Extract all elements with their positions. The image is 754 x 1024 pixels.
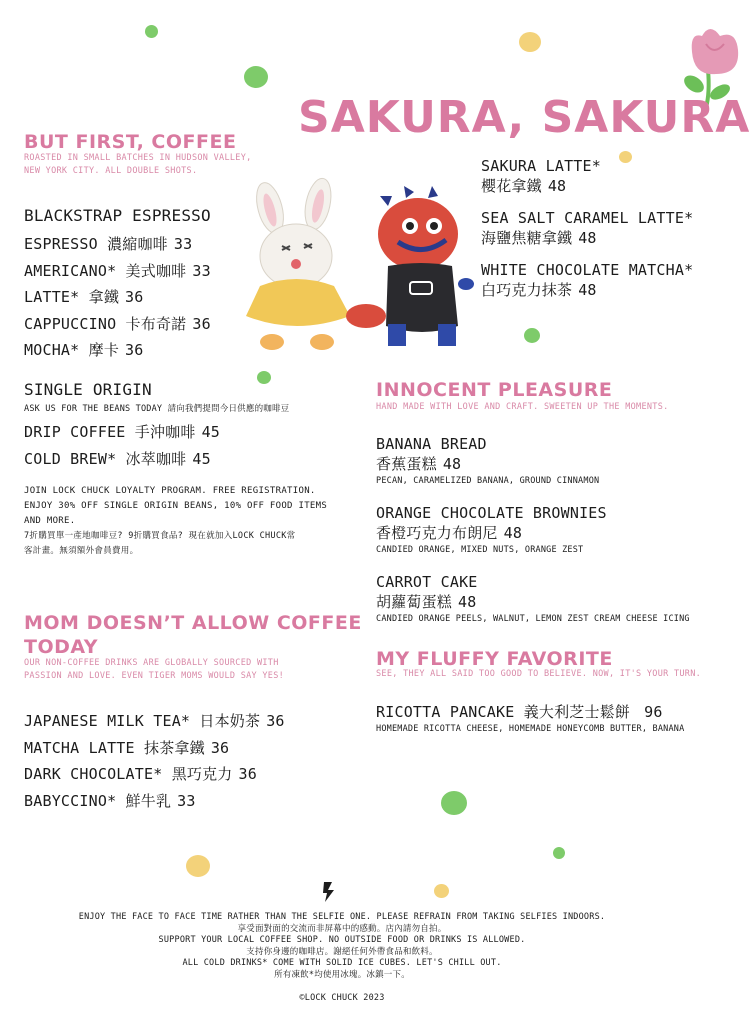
coffee-list xyxy=(24,233,211,366)
mom-subtitle-line: PASSION AND LOVE. EVEN TIGER MOMS WOULD SAY YES! xyxy=(24,671,285,681)
item-name: AMERICANO* 美式咖啡 xyxy=(24,261,187,280)
coffee-subtitle xyxy=(24,152,252,178)
innocent-heading: INNOCENT PLEASURE xyxy=(376,379,613,401)
item-price: 48 xyxy=(458,593,477,611)
menu-item[interactable] xyxy=(481,261,693,313)
menu-item[interactable] xyxy=(481,157,693,209)
loyalty-line: 客計畫。無須額外會員費用。 xyxy=(24,546,139,556)
footer-line: 支持你身邊的咖啡店。謝絕任何外帶食品和飲料。 xyxy=(246,946,438,957)
menu-item[interactable] xyxy=(481,209,693,261)
item-name: JAPANESE MILK TEA* 日本奶茶 xyxy=(24,712,261,730)
loyalty-line: ENJOY 30% OFF SINGLE ORIGIN BEANS, 10% OFF FOOD ITEMS xyxy=(24,501,328,511)
item-name-cn: 櫻花拿鐵 xyxy=(481,177,542,195)
item-price: 48 xyxy=(547,177,567,195)
green-dot xyxy=(441,791,467,815)
item-name: SEA SALT CARAMEL LATTE* xyxy=(481,209,694,227)
item-name: RICOTTA PANCAKE 義大利芝士鬆餅 xyxy=(376,703,631,721)
item-price: 96 xyxy=(644,703,663,721)
loyalty-line: JOIN LOCK CHUCK LOYALTY PROGRAM. FREE REGISTRATION. xyxy=(24,486,316,496)
item-price: 33 xyxy=(173,235,193,253)
item-price: 48 xyxy=(578,281,597,299)
lock-chuck-logo-icon xyxy=(322,881,336,903)
item-name: DRIP COFFEE 手沖咖啡 xyxy=(24,423,196,441)
item-price: 48 xyxy=(442,455,462,473)
item-price: 36 xyxy=(210,738,230,757)
innocent-list xyxy=(376,434,690,641)
item-price: 36 xyxy=(125,288,144,306)
menu-item[interactable] xyxy=(376,572,690,641)
item-name-cn: 香橙巧克力布朗尼 xyxy=(376,524,498,542)
mom-subtitle-line: OUR NON-COFFEE DRINKS ARE GLOBALLY SOURCED WITH xyxy=(24,658,279,668)
yellow-dot xyxy=(186,855,210,877)
bunny-icon xyxy=(246,176,350,350)
menu-item[interactable] xyxy=(24,260,211,287)
menu-item[interactable] xyxy=(24,286,211,313)
menu-item[interactable] xyxy=(24,233,211,260)
mom-subtitle xyxy=(24,657,284,683)
yellow-dot xyxy=(434,884,449,898)
footer-line: SUPPORT YOUR LOCAL COFFEE SHOP. NO OUTSIDE FOOD OR DRINKS IS ALLOWED. xyxy=(158,935,526,945)
fluffy-heading: MY FLUFFY FAVORITE xyxy=(376,648,613,670)
item-name: ORANGE CHOCOLATE BROWNIES xyxy=(376,504,607,522)
innocent-subtitle: HAND MADE WITH LOVE AND CRAFT. SWEETEN UP THE MOMENTS. xyxy=(376,402,669,412)
copyright: ©LOCK CHUCK 2023 xyxy=(299,993,385,1003)
loyalty-line: 7折購買單一產地咖啡豆? 9折購買食品? 現在就加入LOCK CHUCK常 xyxy=(24,531,296,541)
item-price: 36 xyxy=(266,712,285,730)
green-dot xyxy=(524,328,540,343)
menu-item[interactable] xyxy=(24,339,211,366)
item-name: CAPPUCCINO 卡布奇諾 xyxy=(24,314,187,333)
coffee-subtitle-line: NEW YORK CITY. ALL DOUBLE SHOTS. xyxy=(24,166,198,176)
item-price: 33 xyxy=(177,791,196,810)
mom-heading xyxy=(24,611,362,659)
dinosaur-icon xyxy=(346,186,474,346)
item-price: 33 xyxy=(192,261,211,280)
item-price: 36 xyxy=(238,765,257,783)
menu-item[interactable] xyxy=(24,710,285,737)
item-price: 48 xyxy=(503,524,523,542)
item-price: 36 xyxy=(125,341,144,359)
footer-line: ENJOY THE FACE TO FACE TIME RATHER THAN THE SELFIE ONE. PLEASE REFRAIN FROM TAKING SELFIES INDOORS. xyxy=(78,912,606,922)
single-origin-subtitle: ASK US FOR THE BEANS TODAY 請向我們提問今日供應的咖啡豆 xyxy=(24,404,290,414)
green-dot xyxy=(244,66,268,88)
item-name: MOCHA* 摩卡 xyxy=(24,341,120,359)
sakura-list xyxy=(481,157,693,313)
group-title-espresso: BLACKSTRAP ESPRESSO xyxy=(24,206,211,225)
footer-line: 享受面對面的交流而非屏幕中的感動。店內請勿自拍。 xyxy=(237,923,447,934)
item-name-cn: 胡蘿蔔蛋糕 xyxy=(376,593,453,611)
item-name: WHITE CHOCOLATE MATCHA* xyxy=(481,261,694,279)
group-title-single-origin: SINGLE ORIGIN xyxy=(24,380,152,399)
item-description: HOMEMADE RICOTTA CHEESE, HOMEMADE HONEYCOMB BUTTER, BANANA xyxy=(376,724,685,734)
page-title: SAKURA, SAKURA xyxy=(298,92,751,143)
green-dot xyxy=(553,847,565,859)
fluffy-subtitle: SEE, THEY ALL SAID TOO GOOD TO BELIEVE. NOW, IT'S YOUR TURN. xyxy=(376,669,702,679)
item-description: CANDIED ORANGE, MIXED NUTS, ORANGE ZEST xyxy=(376,545,584,555)
item-name: COLD BREW* 冰萃咖啡 xyxy=(24,450,187,468)
bunny-and-dinosaur-illustration xyxy=(238,176,483,356)
item-description: CANDIED ORANGE PEELS, WALNUT, LEMON ZEST CREAM CHEESE ICING xyxy=(376,614,690,624)
item-description: PECAN, CARAMELIZED BANANA, GROUND CINNAMON xyxy=(376,476,600,486)
item-price: 36 xyxy=(192,314,211,333)
menu-item[interactable] xyxy=(376,702,684,736)
yellow-dot xyxy=(519,32,541,52)
item-name: DARK CHOCOLATE* 黑巧克力 xyxy=(24,765,233,783)
item-name-cn: 香蕉蛋糕 xyxy=(376,455,437,473)
green-dot xyxy=(257,371,271,384)
coffee-heading: BUT FIRST, COFFEE xyxy=(24,131,237,153)
menu-item[interactable] xyxy=(24,737,285,764)
item-price: 48 xyxy=(578,229,597,247)
item-name-cn: 海鹽焦糖拿鐵 xyxy=(481,229,573,247)
item-name: MATCHA LATTE 抹茶拿鐵 xyxy=(24,738,205,757)
item-name: BABYCCINO* 鮮牛乳 xyxy=(24,791,172,810)
mom-heading-line: TODAY xyxy=(24,636,99,658)
loyalty-note xyxy=(24,484,344,559)
item-name: ESPRESSO 濃縮咖啡 xyxy=(24,235,168,253)
coffee-subtitle-line: ROASTED IN SMALL BATCHES IN HUDSON VALLEY, xyxy=(24,153,252,163)
menu-item[interactable] xyxy=(24,313,211,340)
single-origin-list xyxy=(24,421,220,475)
menu-item[interactable] xyxy=(376,434,690,503)
footer-line: 所有凍飲*均使用冰塊。冰鎮一下。 xyxy=(274,969,410,980)
loyalty-line: AND MORE. xyxy=(24,516,76,526)
item-name: CARROT CAKE xyxy=(376,573,478,591)
mom-heading-line: MOM DOESN’T ALLOW COFFEE xyxy=(24,612,362,634)
mom-list xyxy=(24,710,285,816)
menu-item[interactable] xyxy=(24,448,220,475)
item-price: 45 xyxy=(201,423,221,441)
item-name: SAKURA LATTE* xyxy=(481,157,601,175)
green-dot xyxy=(145,25,158,38)
footer xyxy=(0,912,684,1005)
footer-line: ALL COLD DRINKS* COME WITH SOLID ICE CUBES. LET'S CHILL OUT. xyxy=(182,958,502,968)
menu-item[interactable] xyxy=(24,421,220,448)
item-price: 45 xyxy=(192,450,211,468)
menu-item[interactable] xyxy=(376,503,690,572)
menu-item[interactable] xyxy=(24,763,285,790)
item-name: LATTE* 拿鐵 xyxy=(24,288,120,306)
menu-item[interactable] xyxy=(24,790,285,817)
item-name-cn: 白巧克力抹茶 xyxy=(481,281,573,299)
item-name: BANANA BREAD xyxy=(376,435,487,453)
